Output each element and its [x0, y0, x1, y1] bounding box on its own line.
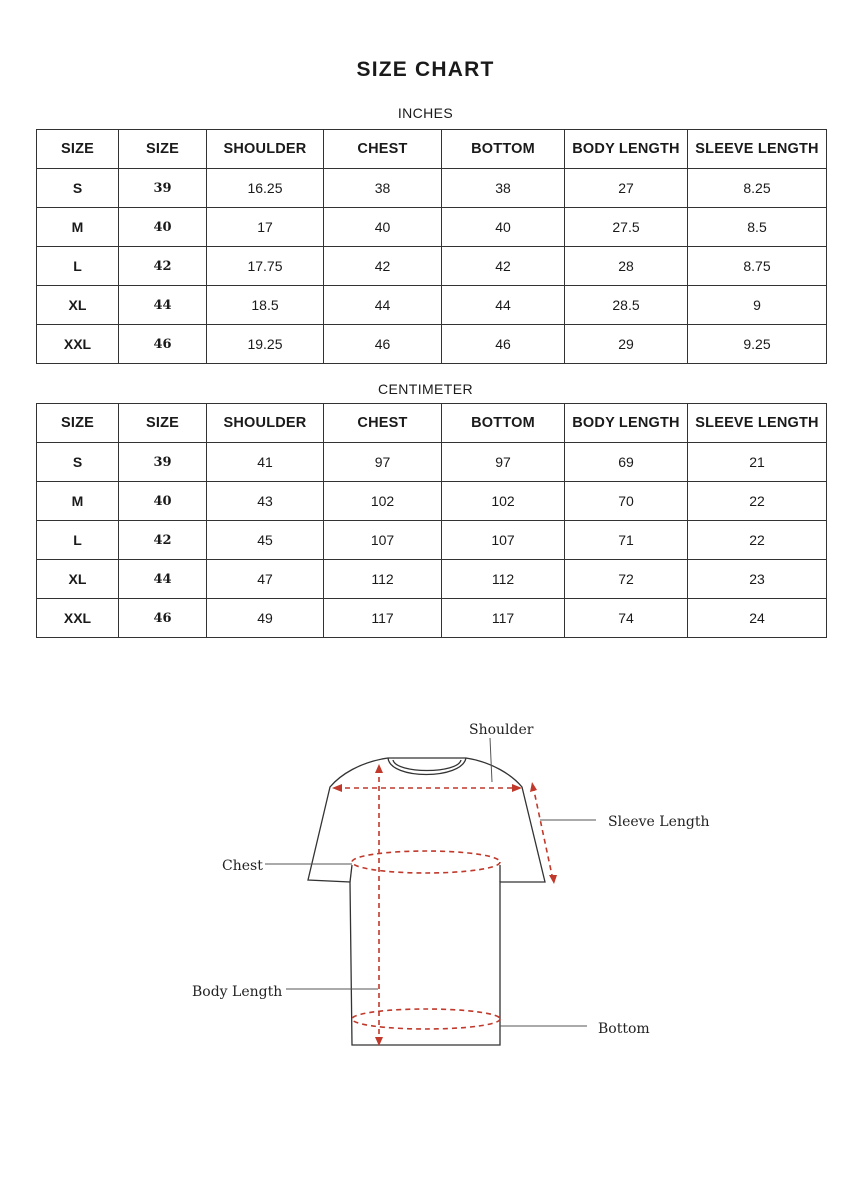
- table-cell: 39: [119, 169, 207, 208]
- table-row: [37, 443, 827, 482]
- table-row: [37, 521, 827, 560]
- sleeve-measure: [533, 786, 553, 880]
- table-cell: 112: [324, 560, 442, 599]
- table-cell: XXL: [37, 599, 119, 638]
- table-cell: 22: [688, 521, 827, 560]
- table-row: [37, 560, 827, 599]
- column-header: BOTTOM: [442, 404, 565, 443]
- table-cell: 38: [324, 169, 442, 208]
- table-cell: 29: [565, 325, 688, 364]
- table-cell: XL: [37, 560, 119, 599]
- table-cell: 46: [324, 325, 442, 364]
- table-cell: 46: [119, 599, 207, 638]
- table-cell: 44: [324, 286, 442, 325]
- table-cell: 22: [688, 482, 827, 521]
- table-cell: 17: [207, 208, 324, 247]
- table-cell: S: [37, 443, 119, 482]
- table-cell: 40: [119, 482, 207, 521]
- table-cell: 40: [324, 208, 442, 247]
- centimeter-label: CENTIMETER: [378, 381, 473, 397]
- table-cell: 97: [324, 443, 442, 482]
- table-cell: 107: [324, 521, 442, 560]
- table-cell: 46: [119, 325, 207, 364]
- table-cell: 8.75: [688, 247, 827, 286]
- table-cell: 23: [688, 560, 827, 599]
- table-cell: 41: [207, 443, 324, 482]
- centimeter-table: [36, 403, 827, 638]
- table-cell: 28.5: [565, 286, 688, 325]
- table-cell: 9.25: [688, 325, 827, 364]
- table-header-row: [37, 130, 827, 169]
- sleeve-length-label: Sleeve Length: [608, 814, 710, 830]
- table-cell: 102: [324, 482, 442, 521]
- table-row: [37, 208, 827, 247]
- table-cell: 74: [565, 599, 688, 638]
- table-cell: 44: [442, 286, 565, 325]
- table-cell: 18.5: [207, 286, 324, 325]
- column-header: SLEEVE LENGTH: [688, 130, 827, 169]
- measurement-lines: [336, 768, 553, 1042]
- table-cell: 42: [442, 247, 565, 286]
- body-length-label: Body Length: [192, 984, 283, 1000]
- table-cell: 44: [119, 560, 207, 599]
- chest-measure: [352, 851, 500, 873]
- table-cell: M: [37, 482, 119, 521]
- table-row: [37, 286, 827, 325]
- table-cell: 42: [119, 247, 207, 286]
- table-cell: 17.75: [207, 247, 324, 286]
- table-cell: 38: [442, 169, 565, 208]
- table-cell: 42: [119, 521, 207, 560]
- shoulder-label: Shoulder: [469, 722, 534, 738]
- column-header: SIZE: [119, 404, 207, 443]
- table-cell: M: [37, 208, 119, 247]
- table-header-row: [37, 404, 827, 443]
- inches-label: INCHES: [397, 105, 454, 121]
- table-row: [37, 247, 827, 286]
- table-cell: 43: [207, 482, 324, 521]
- table-cell: L: [37, 247, 119, 286]
- table-cell: 27: [565, 169, 688, 208]
- table-cell: 9: [688, 286, 827, 325]
- table-cell: 44: [119, 286, 207, 325]
- column-header: SIZE: [37, 130, 119, 169]
- table-cell: 28: [565, 247, 688, 286]
- table-cell: 40: [119, 208, 207, 247]
- table-cell: 19.25: [207, 325, 324, 364]
- tshirt-illustration: [0, 700, 851, 1100]
- table-cell: 69: [565, 443, 688, 482]
- table-cell: S: [37, 169, 119, 208]
- column-header: SIZE: [37, 404, 119, 443]
- table-cell: XL: [37, 286, 119, 325]
- table-cell: 27.5: [565, 208, 688, 247]
- table-cell: 47: [207, 560, 324, 599]
- table-cell: 71: [565, 521, 688, 560]
- leader-lines: [265, 738, 596, 1026]
- table-cell: XXL: [37, 325, 119, 364]
- table-cell: 102: [442, 482, 565, 521]
- table-row: [37, 169, 827, 208]
- table-cell: 8.25: [688, 169, 827, 208]
- table-cell: 39: [119, 443, 207, 482]
- table-cell: 21: [688, 443, 827, 482]
- column-header: BODY LENGTH: [565, 130, 688, 169]
- column-header: SIZE: [119, 130, 207, 169]
- column-header: CHEST: [324, 404, 442, 443]
- table-cell: 24: [688, 599, 827, 638]
- table-cell: 112: [442, 560, 565, 599]
- table-cell: 46: [442, 325, 565, 364]
- tshirt-measurement-diagram: [0, 700, 851, 1100]
- arrowheads: [332, 764, 557, 1046]
- table-cell: 45: [207, 521, 324, 560]
- bottom-measure: [352, 1009, 500, 1029]
- chest-label: Chest: [222, 858, 263, 874]
- table-cell: 72: [565, 560, 688, 599]
- table-cell: 70: [565, 482, 688, 521]
- column-header: BOTTOM: [442, 130, 565, 169]
- table-cell: 117: [324, 599, 442, 638]
- column-header: SHOULDER: [207, 130, 324, 169]
- column-header: SHOULDER: [207, 404, 324, 443]
- column-header: CHEST: [324, 130, 442, 169]
- table-cell: 107: [442, 521, 565, 560]
- tshirt-outline: [308, 758, 545, 1045]
- page-title: SIZE CHART: [356, 58, 495, 81]
- table-cell: 8.5: [688, 208, 827, 247]
- column-header: BODY LENGTH: [565, 404, 688, 443]
- table-cell: 97: [442, 443, 565, 482]
- table-cell: 16.25: [207, 169, 324, 208]
- table-cell: 117: [442, 599, 565, 638]
- bottom-label: Bottom: [598, 1021, 650, 1037]
- table-row: [37, 325, 827, 364]
- table-row: [37, 482, 827, 521]
- table-cell: 49: [207, 599, 324, 638]
- inches-table: [36, 129, 827, 364]
- table-cell: 40: [442, 208, 565, 247]
- column-header: SLEEVE LENGTH: [688, 404, 827, 443]
- table-cell: L: [37, 521, 119, 560]
- table-row: [37, 599, 827, 638]
- table-cell: 42: [324, 247, 442, 286]
